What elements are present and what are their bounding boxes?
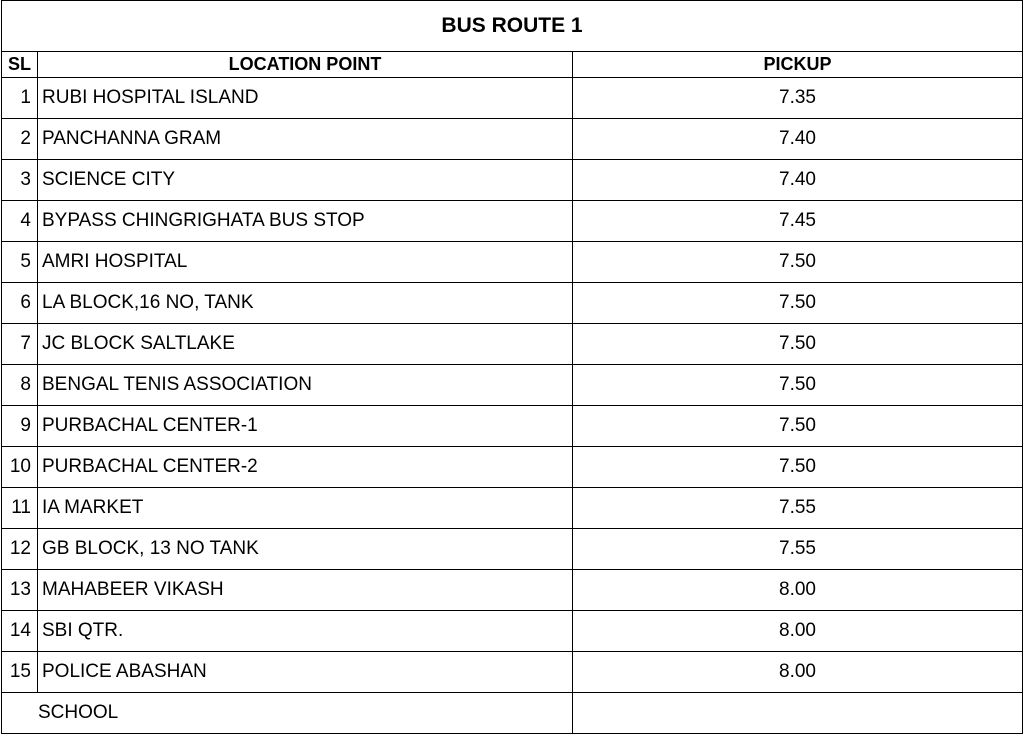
row-sl: 4 xyxy=(2,201,38,242)
row-location: GB BLOCK, 13 NO TANK xyxy=(38,529,573,570)
column-header-sl: SL xyxy=(2,52,38,78)
row-location: POLICE ABASHAN xyxy=(38,652,573,693)
row-pickup-time: 7.40 xyxy=(573,160,1023,201)
column-header-pickup: PICKUP xyxy=(573,52,1023,78)
row-pickup-time: 8.00 xyxy=(573,611,1023,652)
row-location: LA BLOCK,16 NO, TANK xyxy=(38,283,573,324)
table-row xyxy=(2,611,1023,652)
table-row xyxy=(2,283,1023,324)
table-row xyxy=(2,160,1023,201)
row-location: SBI QTR. xyxy=(38,611,573,652)
table-row xyxy=(2,406,1023,447)
row-sl: 10 xyxy=(2,447,38,488)
row-location: PURBACHAL CENTER-2 xyxy=(38,447,573,488)
table-row xyxy=(2,570,1023,611)
row-location: JC BLOCK SALTLAKE xyxy=(38,324,573,365)
row-sl: 5 xyxy=(2,242,38,283)
row-location: BYPASS CHINGRIGHATA BUS STOP xyxy=(38,201,573,242)
row-sl: 6 xyxy=(2,283,38,324)
row-sl: 15 xyxy=(2,652,38,693)
table-row xyxy=(2,529,1023,570)
table-row xyxy=(2,365,1023,406)
row-location: BENGAL TENIS ASSOCIATION xyxy=(38,365,573,406)
row-sl: 1 xyxy=(2,78,38,119)
table-row xyxy=(2,324,1023,365)
row-pickup-time: 7.50 xyxy=(573,283,1023,324)
row-pickup-time: 7.50 xyxy=(573,365,1023,406)
school-label: SCHOOL xyxy=(2,693,573,734)
row-location: MAHABEER VIKASH xyxy=(38,570,573,611)
row-pickup-time: 7.50 xyxy=(573,324,1023,365)
row-pickup-time: 7.50 xyxy=(573,242,1023,283)
table-row xyxy=(2,78,1023,119)
row-sl: 8 xyxy=(2,365,38,406)
row-pickup-time: 7.55 xyxy=(573,529,1023,570)
table-row xyxy=(2,201,1023,242)
row-pickup-time: 8.00 xyxy=(573,570,1023,611)
row-location: RUBI HOSPITAL ISLAND xyxy=(38,78,573,119)
row-sl: 3 xyxy=(2,160,38,201)
row-location: IA MARKET xyxy=(38,488,573,529)
row-pickup-time: 7.55 xyxy=(573,488,1023,529)
row-location: SCIENCE CITY xyxy=(38,160,573,201)
header-row xyxy=(2,52,1023,78)
route-table xyxy=(1,0,1023,734)
table-row xyxy=(2,488,1023,529)
row-sl: 13 xyxy=(2,570,38,611)
row-pickup-time: 8.00 xyxy=(573,652,1023,693)
row-location: PURBACHAL CENTER-1 xyxy=(38,406,573,447)
row-location: PANCHANNA GRAM xyxy=(38,119,573,160)
row-sl: 2 xyxy=(2,119,38,160)
table-row xyxy=(2,119,1023,160)
table-row xyxy=(2,447,1023,488)
row-pickup-time: 7.45 xyxy=(573,201,1023,242)
row-sl: 11 xyxy=(2,488,38,529)
table-row xyxy=(2,242,1023,283)
row-pickup-time: 7.40 xyxy=(573,119,1023,160)
row-pickup-time: 7.50 xyxy=(573,447,1023,488)
row-sl: 7 xyxy=(2,324,38,365)
route-title: BUS ROUTE 1 xyxy=(2,1,1023,52)
row-pickup-time: 7.35 xyxy=(573,78,1023,119)
row-sl: 14 xyxy=(2,611,38,652)
school-pickup-time xyxy=(573,693,1023,734)
row-location: AMRI HOSPITAL xyxy=(38,242,573,283)
title-row xyxy=(2,1,1023,52)
table-row xyxy=(2,652,1023,693)
row-sl: 12 xyxy=(2,529,38,570)
row-pickup-time: 7.50 xyxy=(573,406,1023,447)
column-header-location: LOCATION POINT xyxy=(38,52,573,78)
row-sl: 9 xyxy=(2,406,38,447)
school-row xyxy=(2,693,1023,734)
